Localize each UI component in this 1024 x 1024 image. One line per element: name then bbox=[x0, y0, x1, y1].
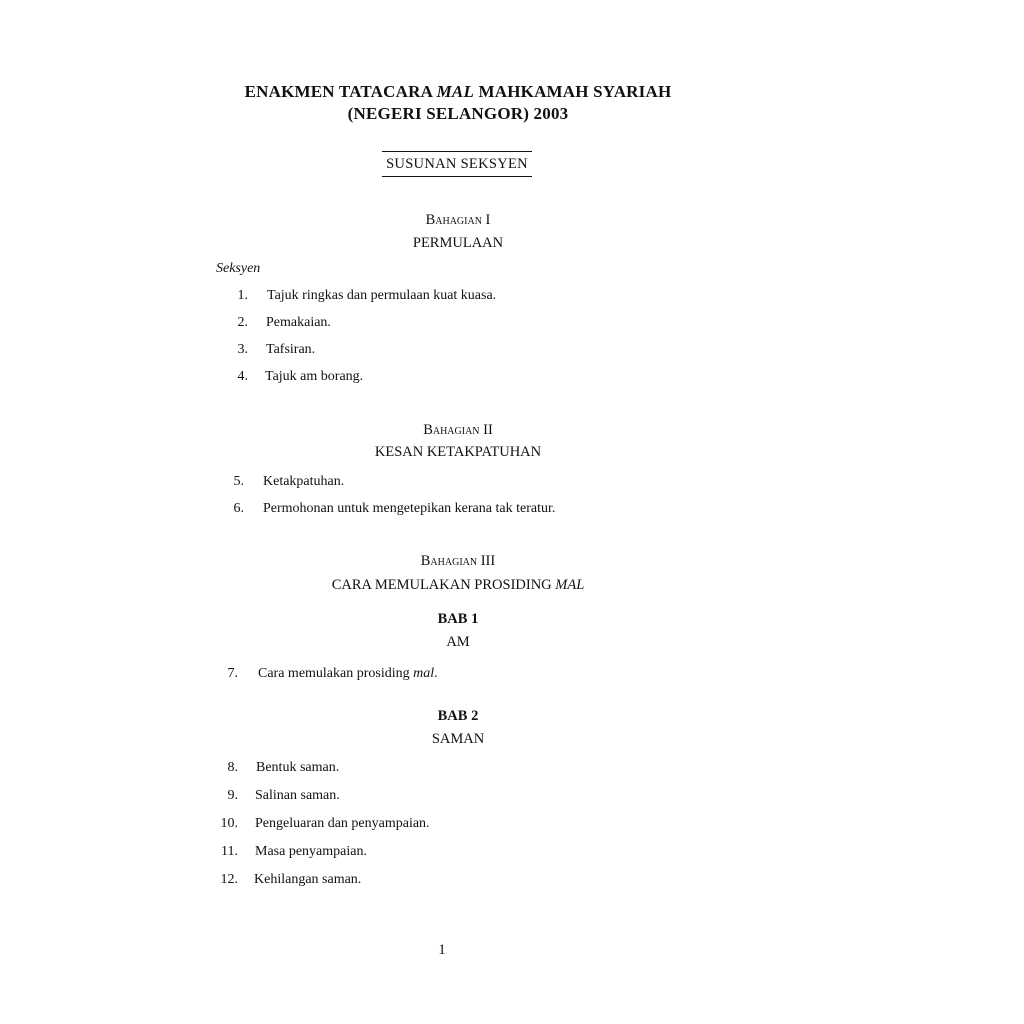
bab-2-title: SAMAN bbox=[431, 731, 485, 747]
bahagian-3-title: CARA MEMULAKAN PROSIDING MAL bbox=[331, 577, 585, 593]
bahagian-3-label: Bahagian III bbox=[420, 553, 496, 569]
bab-1-label: BAB 1 bbox=[437, 611, 479, 627]
bab-2-label: BAB 2 bbox=[437, 708, 479, 724]
bahagian-1-label: Bahagian I bbox=[425, 212, 491, 228]
bahagian-2-title: KESAN KETAKPATUHAN bbox=[374, 444, 542, 460]
bab-1-title: AM bbox=[446, 634, 470, 650]
document-title-line1: ENAKMEN TATACARA MAL MAHKAMAH SYARIAH bbox=[244, 82, 672, 101]
document-title-line2: (NEGERI SELANGOR) 2003 bbox=[347, 104, 569, 123]
bahagian-2-label: Bahagian II bbox=[423, 422, 493, 438]
bahagian-1-title: PERMULAAN bbox=[412, 235, 504, 251]
page-number: 1 bbox=[438, 942, 446, 958]
bahagian-3-title-italic: MAL bbox=[555, 577, 585, 593]
document-page: ENAKMEN TATACARA MAL MAHKAMAH SYARIAH (NEGERI SELANGOR) 2003 SUSUNAN SEKSYEN Bahagian I PERMULAAN Seksyen 1. Tajuk ringkas dan permulaan kuat kuasa. 2. Pemakaian. 3. Tafsiran. 4. Tajuk am borang. Bahagian II KESAN KETAKPATUHAN 5. Ketakpatuhan. 6. Permohonan untuk mengetepikan kerana tak teratur. Bahagian III CARA MEMULAKAN PROSIDING MAL BAB 1 AM 7. Cara memulakan prosiding mal. BAB 2 SAMAN 8. Bentuk saman. 9. Salinan saman. 10. Pengeluaran dan penyampaian. 11. Masa penyampaian. 12. Kehilangan saman. 1 bbox=[0, 0, 1024, 1024]
susunan-seksyen-heading: SUSUNAN SEKSYEN bbox=[382, 151, 532, 177]
seksyen-label: Seksyen bbox=[216, 261, 261, 276]
item-7-italic: mal bbox=[413, 666, 435, 681]
title-italic-mal: MAL bbox=[436, 82, 475, 101]
